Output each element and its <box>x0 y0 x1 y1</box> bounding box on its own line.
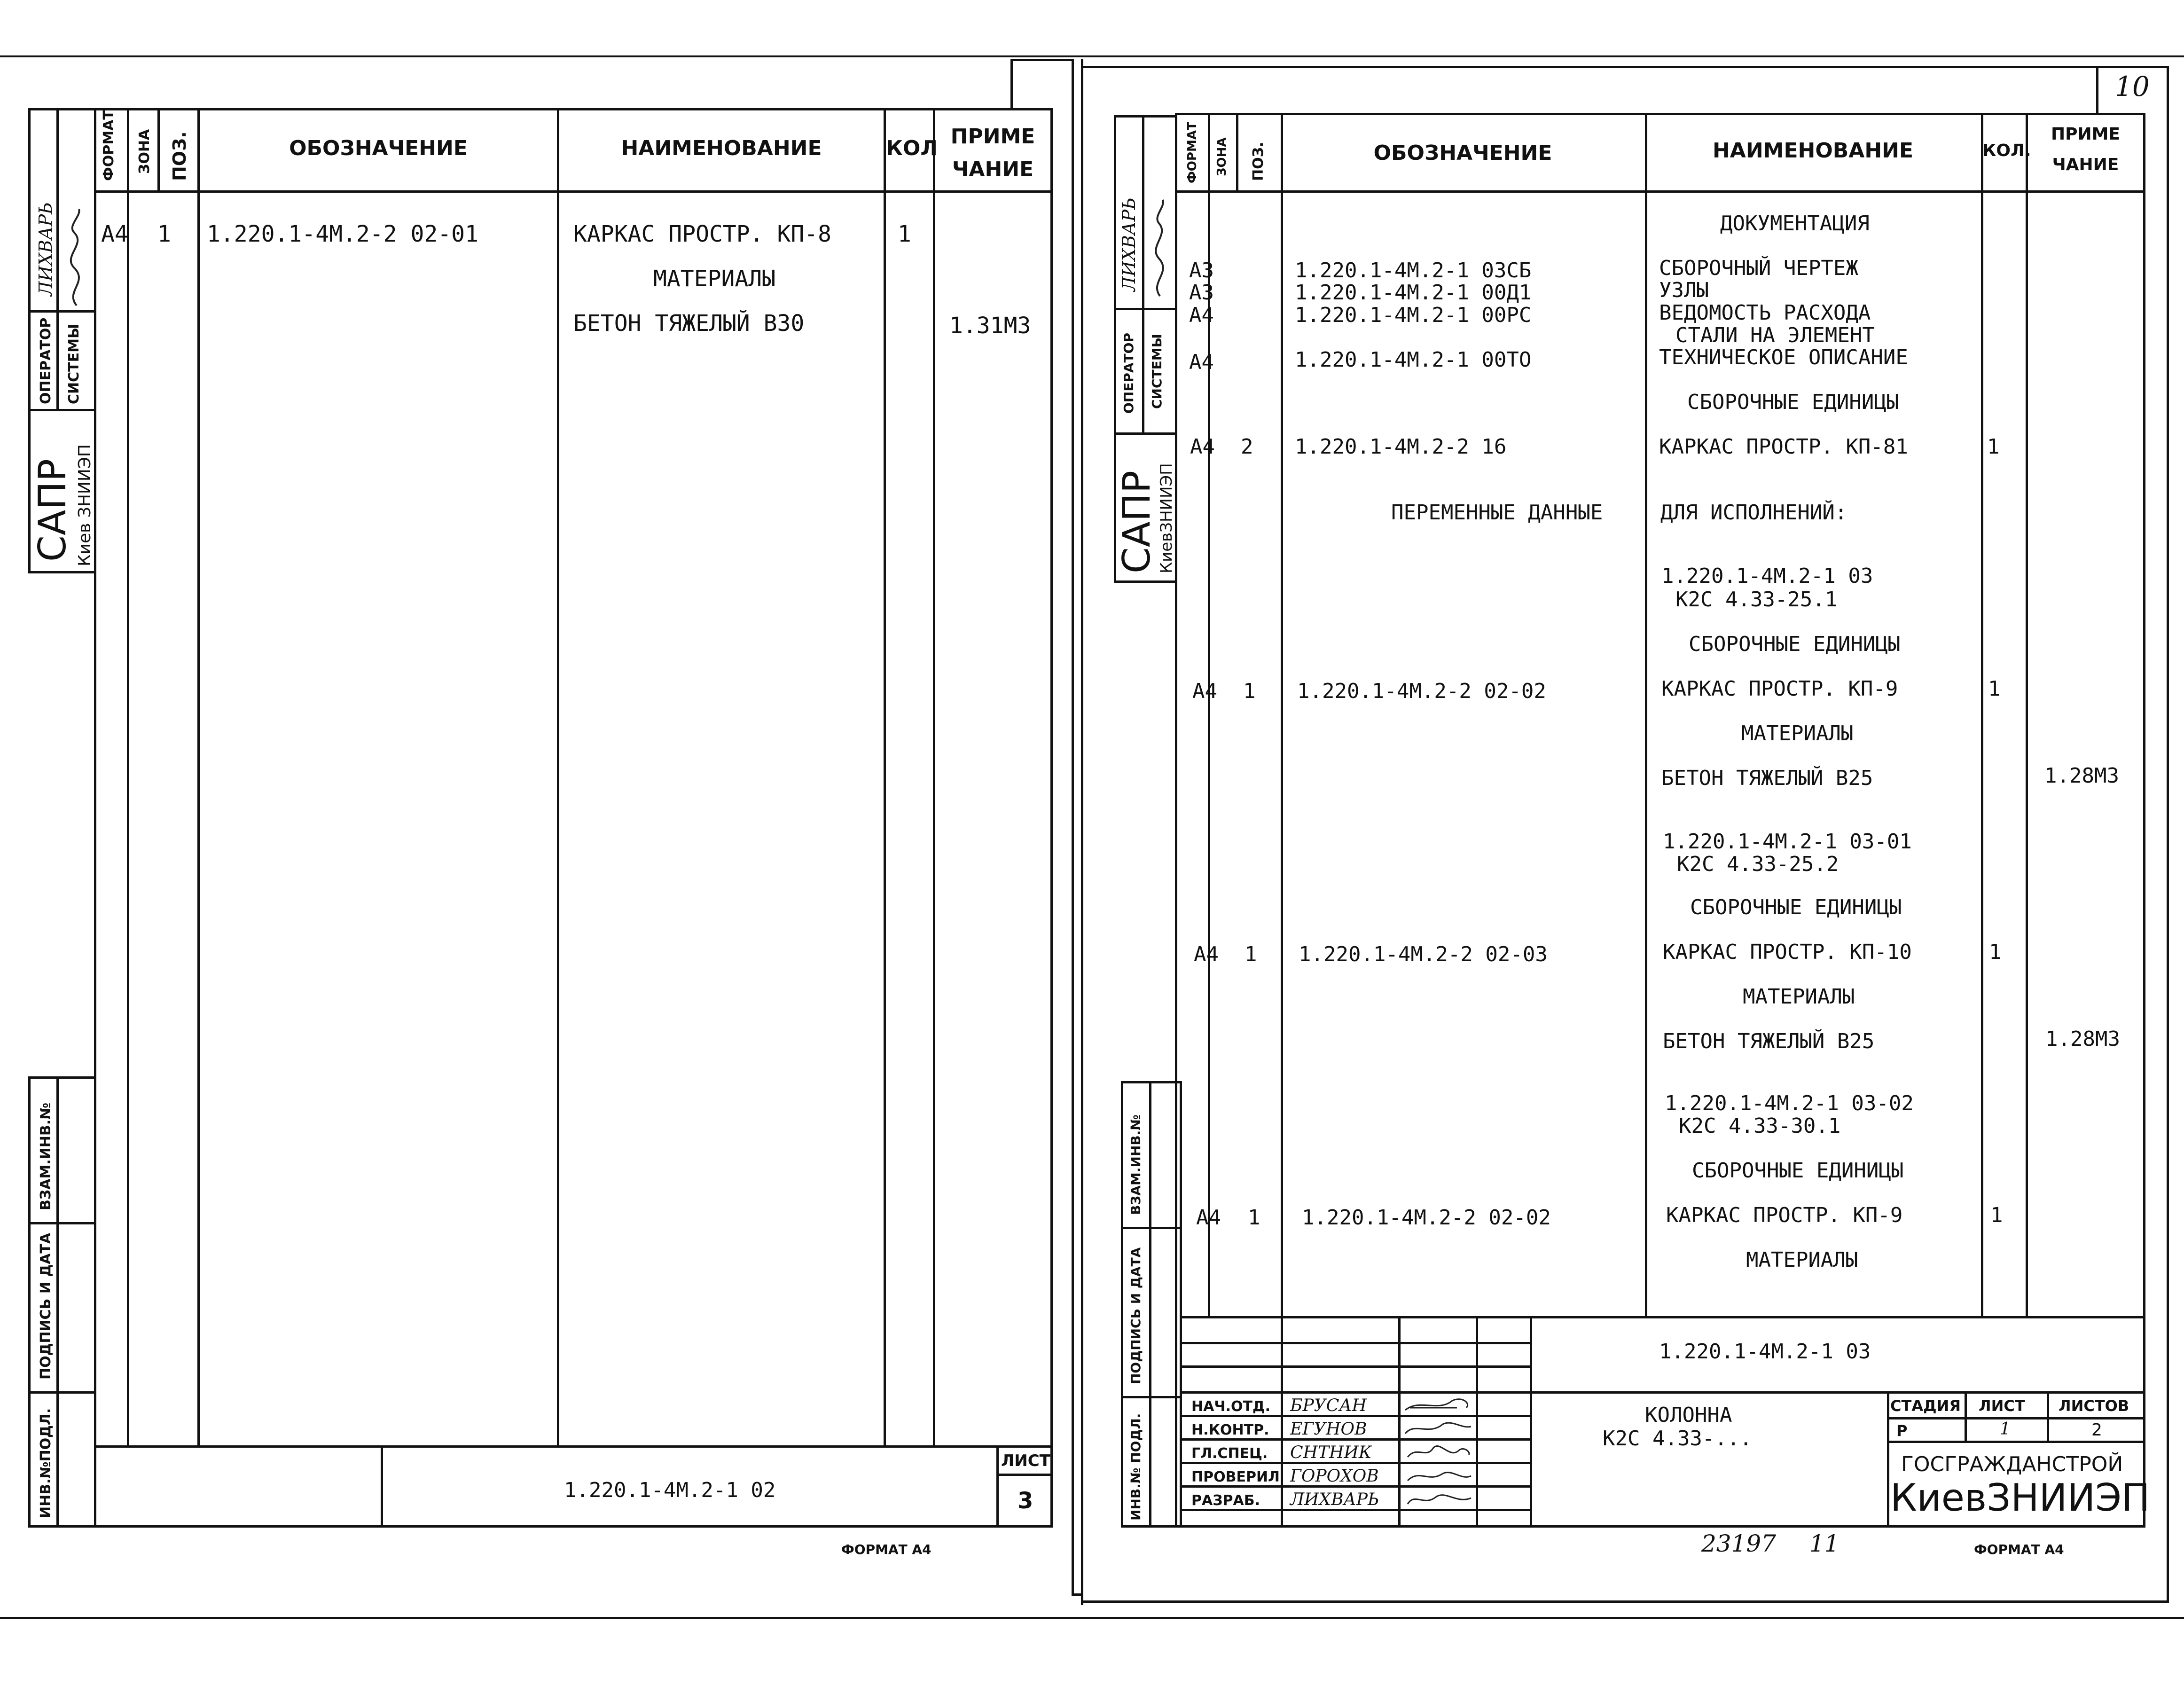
left-stamp-sep-1 <box>381 1445 383 1528</box>
right-section-materials-1: МАТЕРИАЛЫ <box>1741 721 1854 745</box>
sheets-label: ЛИСТОВ <box>2059 1397 2129 1415</box>
left-stamp-top <box>94 1445 1053 1448</box>
title-block-row-3 <box>1182 1391 2145 1394</box>
left-sapr-org: Киев ЗНИИЭП <box>75 444 94 566</box>
left-sapr-title: САПР <box>31 459 74 562</box>
left-row-qty: 1 <box>898 221 911 247</box>
left-header-name: НАИМЕНОВАНИЕ <box>621 136 822 160</box>
right-version-1-pos: 1 <box>1243 679 1256 703</box>
role-1: НАЧ.ОТД. <box>1191 1398 1271 1415</box>
left-col-sep-3 <box>197 108 200 1448</box>
left-row-name: КАРКАС ПРОСТР. КП-8 <box>573 221 832 247</box>
right-col-sep-4 <box>1645 113 1647 1316</box>
role-3: ГЛ.СПЕЦ. <box>1191 1445 1268 1462</box>
left-col-sep-2 <box>157 108 160 190</box>
left-operator-signature <box>60 207 93 310</box>
right-doc-4-name: ТЕХНИЧЕСКОЕ ОПИСАНИЕ <box>1659 345 1908 369</box>
right-side-bottom-line-2 <box>1121 1396 1182 1398</box>
right-sheet-right-edge <box>2167 66 2169 1603</box>
right-side-bottom-mid <box>1149 1081 1151 1528</box>
right-version-3-format: А4 <box>1196 1206 1221 1230</box>
role-1-name: БРУСАН <box>1290 1396 1367 1415</box>
right-section-documentation: ДОКУМЕНТАЦИЯ <box>1720 212 1870 235</box>
left-side-bottom-mid <box>56 1076 59 1528</box>
role-5-name: ЛИХВАРЬ <box>1290 1490 1379 1509</box>
org-line-1: ГОСГРАЖДАНСТРОЙ <box>1901 1452 2123 1476</box>
right-version-1-material: БЕТОН ТЯЖЕЛЫЙ В25 <box>1661 766 1873 790</box>
sheet-value: 1 <box>2000 1419 2011 1439</box>
right-doc-2-name: УЗЛЫ <box>1659 278 1709 302</box>
title-block-stage-col-1 <box>1965 1391 1967 1441</box>
right-header-zone: ЗОНА <box>1215 137 1229 176</box>
stage-value: Р <box>1896 1422 1908 1440</box>
left-topbox-line <box>1010 59 1072 61</box>
right-version-1-name: КАРКАС ПРОСТР. КП-9 <box>1661 677 1898 701</box>
left-materials-heading: МАТЕРИАЛЫ <box>653 266 776 292</box>
right-doc-3-name-2: СТАЛИ НА ЭЛЕМЕНТ <box>1675 323 1875 347</box>
left-side-stamp-line-2 <box>28 409 96 411</box>
right-section-materials-2: МАТЕРИАЛЫ <box>1743 985 1855 1009</box>
left-col-sep-1 <box>127 108 129 1448</box>
left-sheet-right-edge <box>1072 59 1074 1596</box>
right-podpis-data: ПОДПИСЬ И ДАТА <box>1128 1247 1143 1384</box>
right-section-assembly-3: СБОРОЧНЫЕ ЕДИНИЦЫ <box>1690 895 1902 919</box>
right-col-sep-2 <box>1236 113 1238 190</box>
title-block-col-1 <box>1281 1316 1283 1528</box>
left-row-pos: 1 <box>157 221 171 247</box>
right-version-2-code: 1.220.1-4М.2-1 03-01 <box>1663 830 1912 854</box>
title-block-stage-row-2 <box>1887 1441 2145 1443</box>
left-col-sep-6 <box>933 108 935 1448</box>
right-col-sep-6 <box>2026 113 2028 1316</box>
right-header-bottom <box>1175 190 2145 193</box>
title-block-stage-row <box>1887 1417 2145 1419</box>
right-side-stamp-line-2 <box>1114 432 1177 435</box>
left-podpis-data: ПОДПИСЬ И ДАТА <box>38 1232 54 1380</box>
left-header-format: ФОРМАТ <box>101 110 117 181</box>
sheets-value: 2 <box>2091 1420 2102 1440</box>
right-version-1-code: 1.220.1-4М.2-1 03 <box>1661 564 1873 588</box>
right-section-assembly-4: СБОРОЧНЫЕ ЕДИНИЦЫ <box>1692 1159 1904 1183</box>
right-doc-4-format: А4 <box>1189 350 1214 374</box>
left-side-stamp-line-1 <box>28 310 96 313</box>
right-header-designation: ОБОЗНАЧЕНИЕ <box>1373 141 1552 165</box>
right-operator-signature <box>1146 197 1174 301</box>
right-side-bottom-line-1 <box>1121 1227 1182 1229</box>
left-sheet-number: 3 <box>1018 1488 1033 1514</box>
right-version-1-material-note: 1.28М3 <box>2044 764 2119 788</box>
right-doc-4-designation: 1.220.1-4М.2-1 00ТО <box>1295 348 1532 372</box>
right-sapr-org: КиевЗНИИЭП <box>1157 463 1176 573</box>
right-section-materials-3: МАТЕРИАЛЫ <box>1746 1248 1858 1272</box>
right-section-variable-data: ПЕРЕМЕННЫЕ ДАННЫЕ <box>1391 501 1603 525</box>
left-header-zone: ЗОНА <box>136 129 153 174</box>
left-side-bottom-line-1 <box>28 1222 96 1224</box>
scan-edge-top <box>0 55 2184 57</box>
left-row-designation: 1.220.1-4М.2-2 02-01 <box>207 221 478 247</box>
right-assembly-1-designation: 1.220.1-4М.2-2 16 <box>1295 435 1507 459</box>
left-doc-code: 1.220.1-4М.2-1 02 <box>564 1478 776 1502</box>
right-col-sep-3 <box>1281 113 1283 1316</box>
sheet-label: ЛИСТ <box>1979 1397 2025 1415</box>
right-section-assembly-1: СБОРОЧНЫЕ ЕДИНИЦЫ <box>1687 390 1899 414</box>
right-version-2-material: БЕТОН ТЯЖЕЛЫЙ В25 <box>1663 1029 1875 1053</box>
right-header-note-1: ПРИМЕ <box>2051 125 2121 144</box>
right-header-qty: КОЛ. <box>1982 141 2031 160</box>
left-operator-name: ЛИХВАРЬ <box>35 202 56 296</box>
right-header-name: НАИМЕНОВАНИЕ <box>1712 139 1914 163</box>
left-topbox-left <box>1010 59 1013 110</box>
right-assembly-1-qty: 1 <box>1987 435 2000 459</box>
right-version-2-material-note: 1.28М3 <box>2045 1027 2120 1051</box>
right-version-2-pos: 1 <box>1245 942 1257 966</box>
right-header-note-2: ЧАНИЕ <box>2052 155 2119 174</box>
left-sheet-label: ЛИСТ <box>1001 1451 1050 1470</box>
right-assembly-1-name: КАРКАС ПРОСТР. КП-81 <box>1659 435 1908 459</box>
left-vzam-inv: ВЗАМ.ИНВ.№ <box>38 1102 54 1210</box>
left-col-sep-5 <box>884 108 886 1448</box>
right-sheet-top-edge <box>1081 66 2167 68</box>
left-format-label: ФОРМАТ А4 <box>841 1542 932 1557</box>
left-sheet-bottom-edge <box>1072 1593 1081 1596</box>
right-section-assembly-2: СБОРОЧНЫЕ ЕДИНИЦЫ <box>1689 632 1901 656</box>
org-line-2: КиевЗНИИЭП <box>1890 1476 2150 1520</box>
title-block-col-3 <box>1476 1316 1478 1528</box>
right-doc-3-designation: 1.220.1-4М.2-1 00РС <box>1295 303 1532 327</box>
right-format-label: ФОРМАТ А4 <box>1974 1542 2064 1557</box>
right-sheet-bottom-edge <box>1081 1600 2167 1603</box>
right-assembly-1-format: А4 <box>1190 435 1215 459</box>
left-header-note-1: ПРИМЕ <box>950 125 1035 149</box>
role-2: Н.КОНТР. <box>1191 1422 1269 1438</box>
right-operator-label-1: ОПЕРАТОР <box>1121 333 1136 414</box>
left-stamp-sheet-line <box>996 1474 1053 1476</box>
scan-edge-bottom <box>0 1617 2184 1619</box>
title-block-col-4 <box>1530 1316 1532 1528</box>
title-block-signatures <box>1401 1394 1476 1509</box>
left-row-format: А4 <box>101 221 128 247</box>
left-header-pos: ПОЗ. <box>169 131 190 181</box>
right-header-format: ФОРМАТ <box>1185 122 1199 183</box>
right-doc-3-name: ВЕДОМОСТЬ РАСХОДА <box>1659 301 1871 325</box>
right-version-2-name: КАРКАС ПРОСТР. КП-10 <box>1663 940 1912 964</box>
right-doc-2-designation: 1.220.1-4М.2-1 00Д1 <box>1295 281 1532 305</box>
role-4-name: ГОРОХОВ <box>1290 1466 1379 1486</box>
right-version-3-pos: 1 <box>1248 1206 1260 1230</box>
right-version-3-qty: 1 <box>1990 1203 2003 1227</box>
title-block-col-5 <box>1887 1391 1889 1528</box>
left-operator-label-1: ОПЕРАТОР <box>38 317 54 404</box>
right-doc-3-format: А4 <box>1189 303 1214 327</box>
right-version-3-mark: К2С 4.33-30.1 <box>1679 1114 1841 1138</box>
right-inv-podl: ИНВ.№ ПОДЛ. <box>1128 1413 1143 1521</box>
right-version-1-format: А4 <box>1192 679 1217 703</box>
right-corner-box-left <box>2096 66 2098 113</box>
right-version-2-mark: К2С 4.33-25.2 <box>1677 852 1839 876</box>
right-version-3-designation: 1.220.1-4М.2-2 02-02 <box>1302 1206 1551 1230</box>
archive-number: 23197 <box>1701 1530 1777 1557</box>
left-header-qty: КОЛ <box>886 136 938 160</box>
right-header-pos: ПОЗ. <box>1250 141 1267 181</box>
right-side-stamp-line-1 <box>1114 308 1177 310</box>
left-material-name: БЕТОН ТЯЖЕЛЫЙ В30 <box>573 310 805 337</box>
right-assembly-1-pos: 2 <box>1241 435 1253 459</box>
left-material-note: 1.31М3 <box>949 313 1031 339</box>
role-3-name: СНТНИК <box>1290 1443 1372 1462</box>
left-inv-podl: ИНВ.№ПОДЛ. <box>38 1408 54 1518</box>
left-header-designation: ОБОЗНАЧЕНИЕ <box>289 136 468 160</box>
archive-suffix: 11 <box>1809 1530 1840 1557</box>
role-5: РАЗРАБ. <box>1191 1492 1260 1509</box>
right-doc-2-format: А3 <box>1189 281 1214 305</box>
left-stamp-sep-2 <box>996 1445 999 1528</box>
left-operator-label-2: СИСТЕМЫ <box>66 323 82 404</box>
right-section-for-versions: ДЛЯ ИСПОЛНЕНИЙ: <box>1660 501 1847 525</box>
title-block-row-2 <box>1182 1365 1532 1368</box>
right-doc-1-format: А3 <box>1189 259 1214 282</box>
right-doc-1-designation: 1.220.1-4М.2-1 03СБ <box>1295 259 1532 282</box>
stage-label: СТАДИЯ <box>1890 1397 1961 1415</box>
right-version-2-designation: 1.220.1-4М.2-2 02-03 <box>1299 942 1548 966</box>
left-side-stamp-mid <box>56 108 59 409</box>
title-block-item-mark: К2С 4.33-... <box>1603 1427 1752 1451</box>
left-side-bottom-line-2 <box>28 1391 96 1394</box>
title-block-row-1 <box>1182 1342 1532 1344</box>
role-2-name: ЕГУНОВ <box>1290 1419 1367 1439</box>
right-version-2-qty: 1 <box>1989 940 2002 964</box>
right-doc-1-name: СБОРОЧНЫЙ ЧЕРТЕЖ <box>1659 256 1858 280</box>
right-version-1-mark: К2С 4.33-25.1 <box>1675 588 1838 612</box>
right-vzam-inv: ВЗАМ.ИНВ.№ <box>1128 1114 1143 1215</box>
right-version-1-designation: 1.220.1-4М.2-2 02-02 <box>1297 679 1546 703</box>
title-block-top <box>1182 1316 2145 1318</box>
right-sapr-title: САПР <box>1115 471 1159 573</box>
right-operator-label-2: СИСТЕМЫ <box>1149 334 1165 409</box>
role-4: ПРОВЕРИЛ <box>1191 1469 1280 1485</box>
title-block-stage-col-2 <box>2047 1391 2049 1441</box>
right-sheet-left-edge <box>1081 59 1083 1605</box>
title-block-item-name: КОЛОННА <box>1645 1403 1732 1427</box>
right-version-1-qty: 1 <box>1988 677 2001 701</box>
right-version-3-name: КАРКАС ПРОСТР. КП-9 <box>1666 1203 1903 1227</box>
right-col-sep-5 <box>1981 113 1983 1316</box>
left-header-bottom <box>94 190 1053 193</box>
right-corner-page: 10 <box>2115 71 2150 102</box>
right-version-3-code: 1.220.1-4М.2-1 03-02 <box>1665 1091 1914 1115</box>
right-operator-name: ЛИХВАРЬ <box>1119 197 1139 291</box>
left-header-note-2: ЧАНИЕ <box>952 157 1034 181</box>
right-side-stamp-mid <box>1142 115 1144 435</box>
right-version-2-format: А4 <box>1194 942 1219 966</box>
title-block-doc-code: 1.220.1-4М.2-1 03 <box>1659 1340 1871 1364</box>
left-col-sep-4 <box>557 108 559 1448</box>
